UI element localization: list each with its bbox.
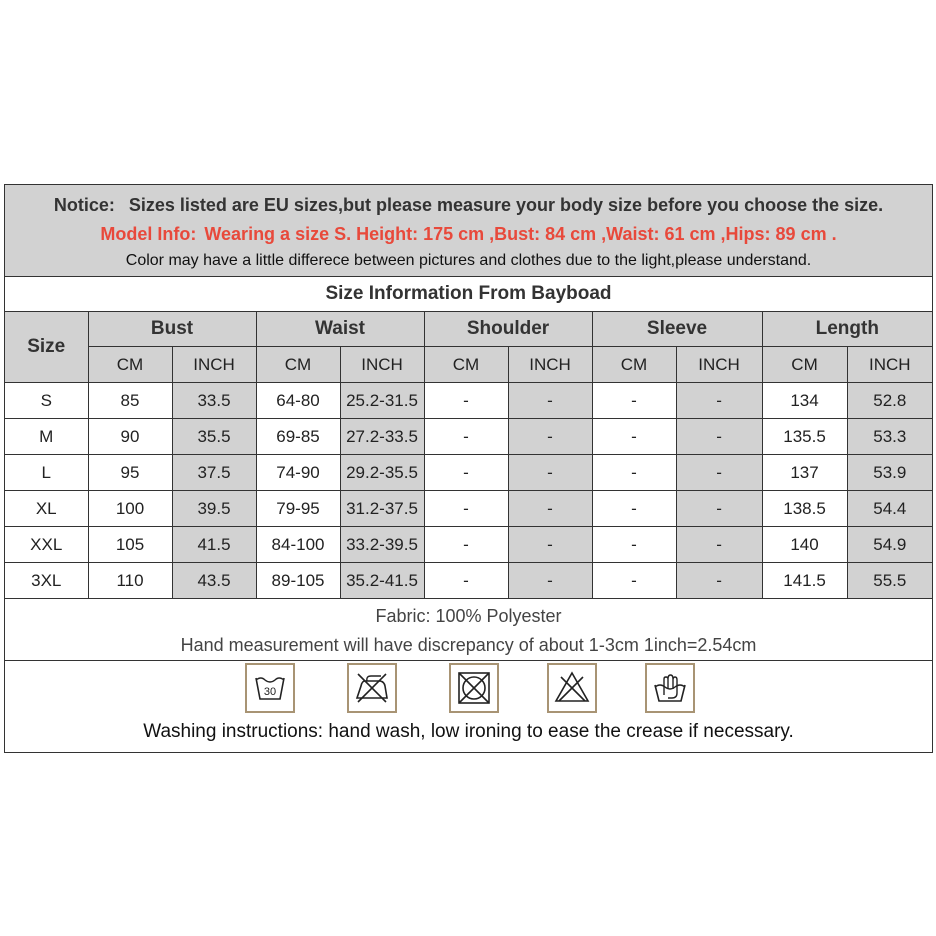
table-cell: - bbox=[592, 563, 676, 599]
table-cell: - bbox=[676, 563, 762, 599]
table-cell: 55.5 bbox=[847, 563, 932, 599]
table-cell: 33.2-39.5 bbox=[340, 527, 424, 563]
unit-header: CM bbox=[424, 347, 508, 383]
table-cell: 25.2-31.5 bbox=[340, 383, 424, 419]
table-cell: 33.5 bbox=[172, 383, 256, 419]
size-cell: XXL bbox=[5, 527, 88, 563]
unit-header: INCH bbox=[340, 347, 424, 383]
model-info-line bbox=[5, 219, 932, 249]
table-row bbox=[5, 383, 932, 419]
table-cell: - bbox=[676, 527, 762, 563]
table-cell: 90 bbox=[88, 419, 172, 455]
table-cell: - bbox=[424, 527, 508, 563]
table-cell: 39.5 bbox=[172, 491, 256, 527]
table-cell: - bbox=[508, 455, 592, 491]
table-cell: - bbox=[676, 455, 762, 491]
group-header-bust: Bust bbox=[88, 312, 256, 347]
table-cell: 53.9 bbox=[847, 455, 932, 491]
table-cell: 54.9 bbox=[847, 527, 932, 563]
table-cell: 85 bbox=[88, 383, 172, 419]
wash-temp-label: 30 bbox=[263, 686, 277, 698]
unit-header: CM bbox=[88, 347, 172, 383]
table-cell: - bbox=[424, 563, 508, 599]
unit-header: CM bbox=[762, 347, 847, 383]
table-cell: 137 bbox=[762, 455, 847, 491]
table-cell: 141.5 bbox=[762, 563, 847, 599]
group-header-waist: Waist bbox=[256, 312, 424, 347]
no-tumble-dry-icon bbox=[449, 663, 499, 713]
table-cell: - bbox=[592, 527, 676, 563]
table-cell: 35.2-41.5 bbox=[340, 563, 424, 599]
table-cell: 29.2-35.5 bbox=[340, 455, 424, 491]
size-header: Size bbox=[5, 312, 88, 383]
measurement-note: Hand measurement will have discrepancy of about 1-3cm 1inch=2.54cm bbox=[180, 635, 757, 655]
unit-header: CM bbox=[256, 347, 340, 383]
table-cell: 64-80 bbox=[256, 383, 340, 419]
unit-header: INCH bbox=[172, 347, 256, 383]
table-cell: 105 bbox=[88, 527, 172, 563]
table-cell: 140 bbox=[762, 527, 847, 563]
table-cell: 37.5 bbox=[172, 455, 256, 491]
size-cell: S bbox=[5, 383, 88, 419]
table-cell: - bbox=[592, 455, 676, 491]
table-cell: - bbox=[424, 419, 508, 455]
table-row bbox=[5, 491, 932, 527]
washing-instructions: Washing instructions: hand wash, low ironing to ease the crease if necessary. bbox=[143, 721, 794, 742]
table-cell: - bbox=[592, 419, 676, 455]
table-cell: 43.5 bbox=[172, 563, 256, 599]
table-row bbox=[5, 563, 932, 599]
unit-header: CM bbox=[592, 347, 676, 383]
care-section bbox=[5, 660, 932, 752]
table-cell: - bbox=[592, 383, 676, 419]
table-cell: - bbox=[508, 563, 592, 599]
table-cell: - bbox=[424, 455, 508, 491]
size-chart bbox=[4, 184, 933, 753]
fabric-text: Fabric: 100% Polyester bbox=[375, 606, 562, 626]
table-row bbox=[5, 527, 932, 563]
no-iron-icon bbox=[347, 663, 397, 713]
table-cell: 138.5 bbox=[762, 491, 847, 527]
table-cell: 135.5 bbox=[762, 419, 847, 455]
fabric-section bbox=[5, 598, 932, 660]
table-cell: - bbox=[508, 383, 592, 419]
size-cell: XL bbox=[5, 491, 88, 527]
table-cell: 69-85 bbox=[256, 419, 340, 455]
table-cell: 89-105 bbox=[256, 563, 340, 599]
table-cell: 27.2-33.5 bbox=[340, 419, 424, 455]
table-cell: 41.5 bbox=[172, 527, 256, 563]
hand-wash-icon bbox=[645, 663, 695, 713]
table-cell: - bbox=[508, 527, 592, 563]
unit-header: INCH bbox=[676, 347, 762, 383]
wash-30-icon bbox=[245, 663, 295, 713]
table-cell: - bbox=[592, 491, 676, 527]
table-cell: 31.2-37.5 bbox=[340, 491, 424, 527]
table-cell: 74-90 bbox=[256, 455, 340, 491]
model-info-text: Wearing a size S. Height: 175 cm ,Bust: 84 cm ,Waist: 61 cm ,Hips: 89 cm . bbox=[204, 224, 837, 244]
table-cell: 84-100 bbox=[256, 527, 340, 563]
table-cell: 100 bbox=[88, 491, 172, 527]
table-row bbox=[5, 419, 932, 455]
table-cell: - bbox=[676, 383, 762, 419]
table-cell: 35.5 bbox=[172, 419, 256, 455]
table-row bbox=[5, 455, 932, 491]
table-cell: 53.3 bbox=[847, 419, 932, 455]
chart-title: Size Information From Bayboad bbox=[5, 277, 932, 312]
table-cell: - bbox=[676, 491, 762, 527]
no-bleach-icon bbox=[547, 663, 597, 713]
table-cell: 54.4 bbox=[847, 491, 932, 527]
table-cell: - bbox=[508, 419, 592, 455]
unit-header: INCH bbox=[508, 347, 592, 383]
table-cell: 79-95 bbox=[256, 491, 340, 527]
table-cell: - bbox=[676, 419, 762, 455]
model-info-label: Model Info: bbox=[100, 224, 197, 244]
size-table bbox=[5, 312, 932, 598]
size-cell: 3XL bbox=[5, 563, 88, 599]
notice-label: Notice: bbox=[53, 195, 115, 215]
group-header-shoulder: Shoulder bbox=[424, 312, 592, 347]
notice-text: Sizes listed are EU sizes,but please measure your body size before you choose the size. bbox=[128, 195, 884, 215]
table-cell: - bbox=[424, 383, 508, 419]
notice-line bbox=[5, 185, 932, 219]
color-note: Color may have a little differece between pictures and clothes due to the light,please understand. bbox=[125, 252, 812, 269]
care-icons bbox=[5, 661, 932, 713]
table-cell: 95 bbox=[88, 455, 172, 491]
table-cell: - bbox=[424, 491, 508, 527]
notice-section bbox=[5, 185, 932, 277]
group-header-sleeve: Sleeve bbox=[592, 312, 762, 347]
size-cell: L bbox=[5, 455, 88, 491]
table-cell: 52.8 bbox=[847, 383, 932, 419]
group-header-length: Length bbox=[762, 312, 932, 347]
table-cell: 110 bbox=[88, 563, 172, 599]
table-cell: - bbox=[508, 491, 592, 527]
size-cell: M bbox=[5, 419, 88, 455]
table-cell: 134 bbox=[762, 383, 847, 419]
unit-header: INCH bbox=[847, 347, 932, 383]
